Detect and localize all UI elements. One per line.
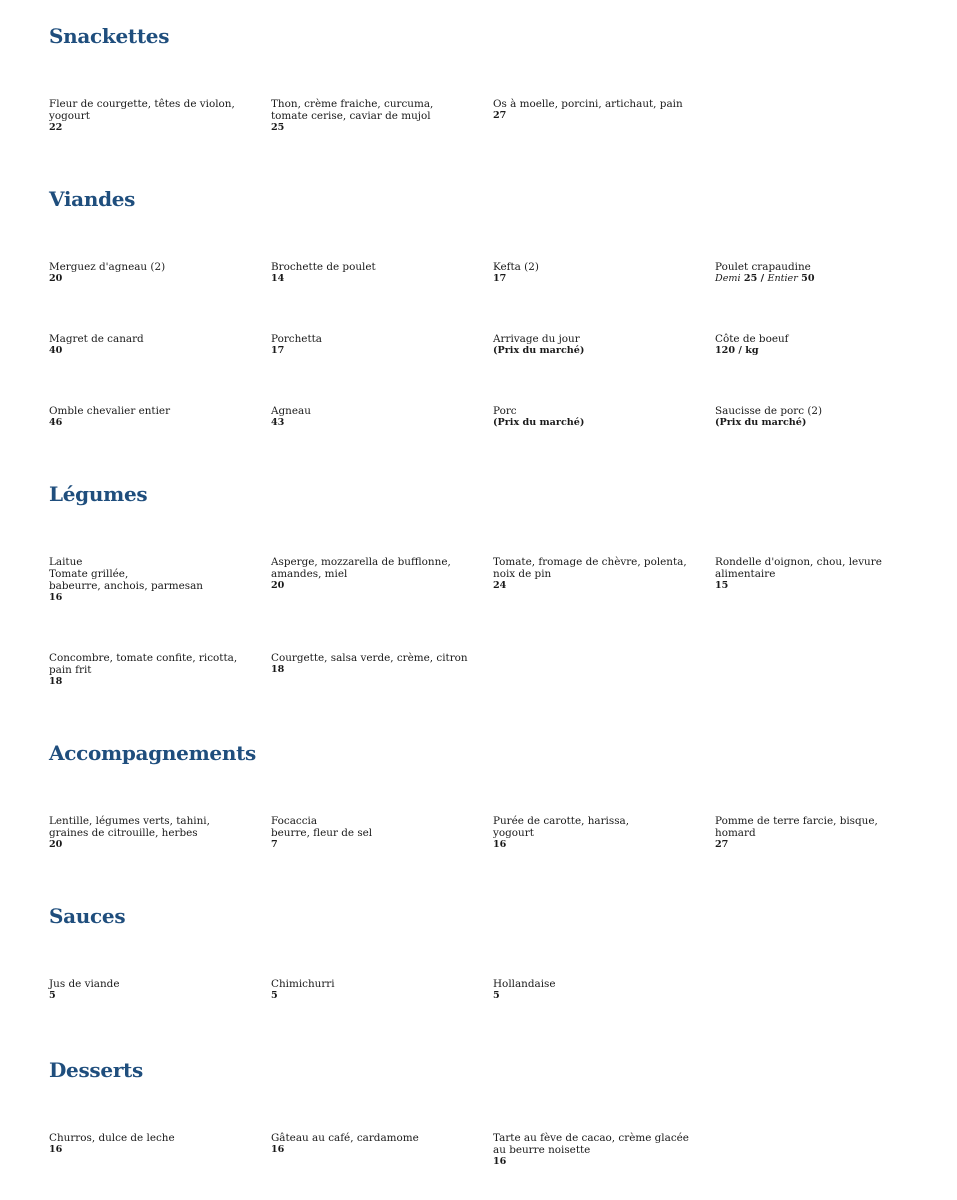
item-price: (Prix du marché) bbox=[493, 345, 585, 356]
item-price: 14 bbox=[271, 273, 285, 284]
price-demi-label: Demi bbox=[715, 273, 741, 284]
item-price: 17 bbox=[493, 273, 507, 284]
item-name: Jus de viande bbox=[49, 978, 120, 990]
menu-item bbox=[493, 333, 693, 357]
item-name: Kefta (2) bbox=[493, 261, 539, 273]
item-name: Rondelle d'oignon, chou, levure alimentaire bbox=[715, 556, 882, 580]
section-title: Snackettes bbox=[49, 24, 170, 48]
item-name: Agneau bbox=[271, 405, 311, 417]
item-price: 16 bbox=[49, 592, 63, 603]
item-price: 25 bbox=[271, 122, 285, 133]
menu-item bbox=[49, 556, 249, 604]
item-price: 20 bbox=[271, 580, 285, 591]
item-name: Focaccia beurre, fleur de sel bbox=[271, 815, 373, 839]
item-price: 24 bbox=[493, 580, 507, 591]
item-name: Saucisse de porc (2) bbox=[715, 405, 823, 417]
item-price: 17 bbox=[271, 345, 285, 356]
item-name: Hollandaise bbox=[493, 978, 556, 990]
item-name: Pomme de terre farcie, bisque, homard bbox=[715, 815, 878, 839]
menu-item bbox=[715, 815, 915, 851]
menu-item bbox=[493, 978, 693, 1002]
item-name: Poulet crapaudine bbox=[715, 261, 811, 273]
item-name: Fleur de courgette, têtes de violon, yogourt bbox=[49, 98, 235, 122]
item-name: Lentille, légumes verts, tahini, graines de citrouille, herbes bbox=[49, 815, 210, 839]
item-price: 27 bbox=[493, 110, 507, 121]
item-name: Merguez d'agneau (2) bbox=[49, 261, 166, 273]
menu-item bbox=[271, 1132, 471, 1156]
price-separator: / bbox=[760, 273, 765, 284]
item-name: Brochette de poulet bbox=[271, 261, 376, 273]
section-title: Sauces bbox=[49, 904, 126, 928]
item-name: Churros, dulce de leche bbox=[49, 1132, 175, 1144]
item-price: 5 bbox=[493, 990, 500, 1001]
item-price: 43 bbox=[271, 417, 285, 428]
item-price: 120 / kg bbox=[715, 345, 759, 356]
menu-item bbox=[493, 405, 693, 429]
menu-item bbox=[271, 261, 471, 285]
section-title: Accompagnements bbox=[49, 741, 256, 765]
menu-item bbox=[271, 815, 471, 851]
item-name: Os à moelle, porcini, artichaut, pain bbox=[493, 98, 683, 110]
item-name: Asperge, mozzarella de bufflonne, amandes, miel bbox=[271, 556, 451, 580]
item-name: Porc bbox=[493, 405, 517, 417]
item-price: 16 bbox=[493, 1156, 507, 1167]
item-name: Omble chevalier entier bbox=[49, 405, 171, 417]
menu-item bbox=[493, 261, 693, 285]
section-title: Desserts bbox=[49, 1058, 143, 1082]
item-price: 5 bbox=[49, 990, 56, 1001]
item-price: 16 bbox=[493, 839, 507, 850]
menu-item bbox=[49, 333, 249, 357]
item-name: Thon, crème fraiche, curcuma, tomate cerise, caviar de mujol bbox=[271, 98, 434, 122]
item-name: Chimichurri bbox=[271, 978, 335, 990]
item-price: 20 bbox=[49, 273, 63, 284]
price-entier-label: Entier bbox=[767, 273, 798, 284]
menu-item bbox=[493, 815, 693, 851]
menu-item bbox=[49, 978, 249, 1002]
item-price: 15 bbox=[715, 580, 729, 591]
item-price: 40 bbox=[49, 345, 63, 356]
item-price: 7 bbox=[271, 839, 278, 850]
section-title: Légumes bbox=[49, 482, 148, 506]
menu-item bbox=[271, 405, 471, 429]
menu-item bbox=[271, 652, 471, 676]
section-title: Viandes bbox=[49, 187, 136, 211]
item-name: Purée de carotte, harissa, yogourt bbox=[493, 815, 630, 839]
menu-item bbox=[715, 405, 915, 429]
item-price: (Prix du marché) bbox=[715, 417, 807, 428]
item-name: Porchetta bbox=[271, 333, 322, 345]
menu-item bbox=[715, 261, 915, 285]
item-price: 27 bbox=[715, 839, 729, 850]
item-name: Courgette, salsa verde, crème, citron bbox=[271, 652, 468, 664]
item-price: 46 bbox=[49, 417, 63, 428]
item-name: Arrivage du jour bbox=[493, 333, 580, 345]
item-price: 20 bbox=[49, 839, 63, 850]
menu-item bbox=[49, 1132, 249, 1156]
price-entier: 50 bbox=[801, 273, 815, 284]
menu-item bbox=[271, 978, 471, 1002]
menu-item bbox=[49, 405, 249, 429]
item-price: 16 bbox=[271, 1144, 285, 1155]
item-price: 16 bbox=[49, 1144, 63, 1155]
menu-item bbox=[271, 333, 471, 357]
item-name: Tarte au fève de cacao, crème glacée au beurre noisette bbox=[493, 1132, 689, 1156]
menu-item bbox=[715, 556, 915, 592]
item-name: Gâteau au café, cardamome bbox=[271, 1132, 419, 1144]
menu-item bbox=[49, 652, 249, 688]
menu-item bbox=[271, 556, 471, 592]
item-name: Côte de boeuf bbox=[715, 333, 789, 345]
menu-item bbox=[493, 556, 693, 592]
menu-item bbox=[271, 98, 471, 134]
menu-item bbox=[493, 1132, 693, 1168]
item-price: 18 bbox=[49, 676, 63, 687]
price-demi: 25 bbox=[743, 273, 758, 284]
item-price: 22 bbox=[49, 122, 63, 133]
menu-item bbox=[493, 98, 693, 122]
item-price bbox=[715, 273, 915, 285]
menu-item bbox=[49, 261, 249, 285]
item-name: Laitue Tomate grillée, babeurre, anchois, parmesan bbox=[49, 556, 203, 592]
item-price: 18 bbox=[271, 664, 285, 675]
item-name: Concombre, tomate confite, ricotta, pain frit bbox=[49, 652, 238, 676]
menu-item bbox=[715, 333, 915, 357]
menu-item bbox=[49, 815, 249, 851]
item-price: (Prix du marché) bbox=[493, 417, 585, 428]
menu-item bbox=[49, 98, 249, 134]
item-name: Magret de canard bbox=[49, 333, 144, 345]
item-name: Tomate, fromage de chèvre, polenta, noix de pin bbox=[493, 556, 687, 580]
item-price: 5 bbox=[271, 990, 278, 1001]
